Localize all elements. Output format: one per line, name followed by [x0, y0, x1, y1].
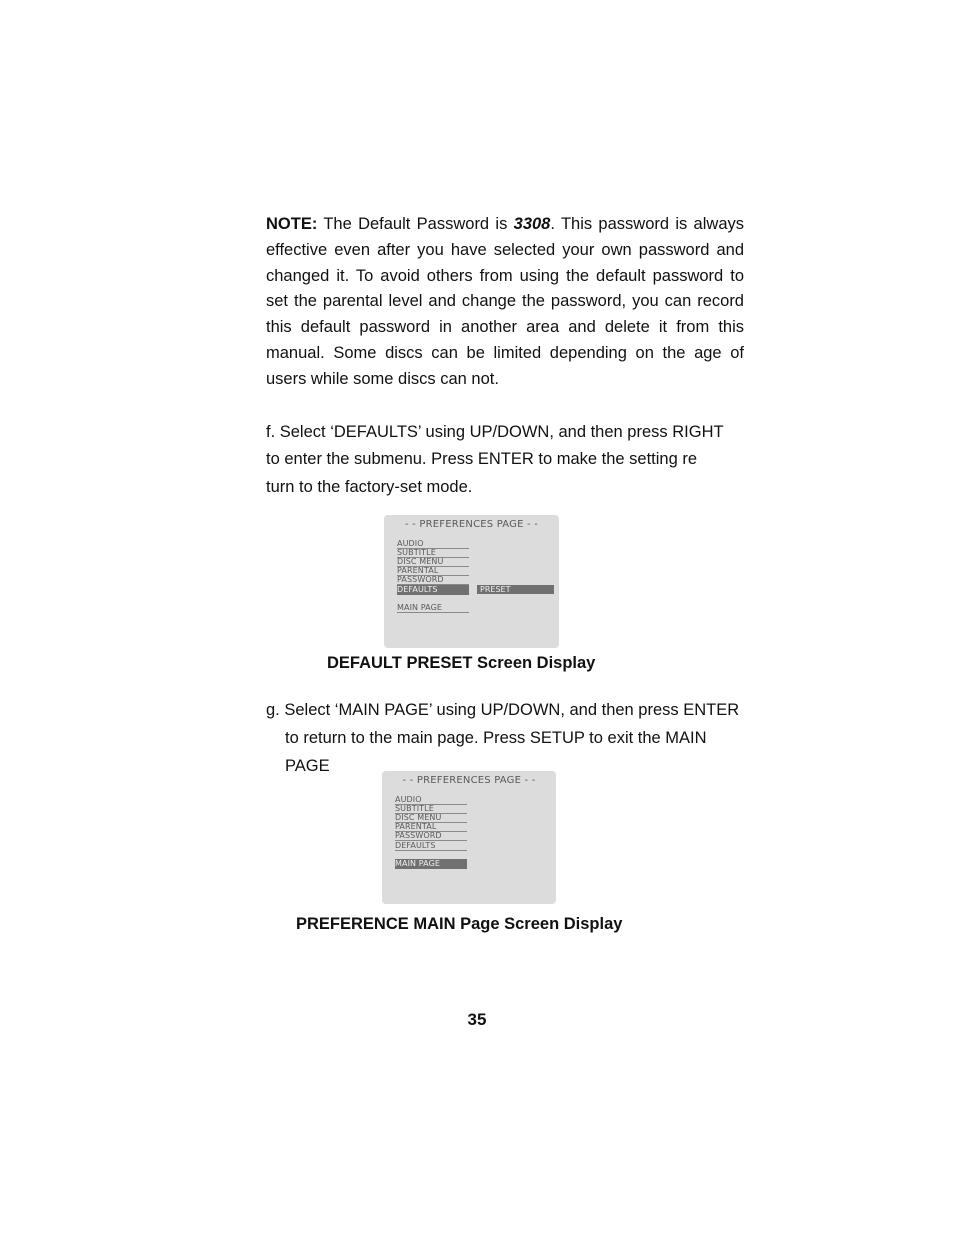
menu-item-disc-menu: DISC MENU	[397, 557, 469, 567]
caption-default-preset: DEFAULT PRESET Screen Display	[327, 654, 596, 672]
menu-item-password: PASSWORD	[397, 575, 469, 585]
menu-item-main-page: MAIN PAGE	[395, 859, 467, 869]
step-f	[266, 423, 744, 503]
preferences-screen-main-page	[382, 771, 556, 904]
step-g	[266, 701, 744, 781]
menu-item-password: PASSWORD	[395, 831, 467, 841]
step-g-line-3: PAGE	[285, 757, 330, 775]
menu-item-subtitle: SUBTITLE	[395, 804, 467, 814]
submenu-preset: PRESET	[477, 585, 554, 594]
note-label: NOTE:	[266, 215, 318, 233]
note-text-before: The Default Password is	[317, 215, 514, 233]
step-f-line-2: to enter the submenu. Press ENTER to make the setting re	[266, 450, 698, 468]
menu-item-disc-menu: DISC MENU	[395, 813, 467, 823]
menu-item-defaults: DEFAULTS	[397, 585, 469, 595]
preferences-screen-defaults	[384, 515, 559, 648]
menu-item-audio: AUDIO	[395, 795, 467, 805]
menu-item-defaults: DEFAULTS	[395, 841, 467, 851]
note-text-after: . This password is always effective even after you have selected your own password and changed it. To avoid others from using the default password to set the parental level and change the password, you can record this default password in another area and delete it from this manual. Some discs can be limited depending on the age of users while some discs can not.	[266, 215, 744, 388]
page-number: 35	[467, 1010, 487, 1029]
caption-preference-main: PREFERENCE MAIN Page Screen Display	[296, 915, 623, 933]
menu-item-audio: AUDIO	[397, 539, 469, 549]
step-g-line-1: g. Select ‘MAIN PAGE’ using UP/DOWN, and then press ENTER	[266, 701, 740, 719]
menu-item-main-page: MAIN PAGE	[397, 603, 469, 613]
step-f-line-3: turn to the factory-set mode.	[266, 478, 473, 496]
menu-item-parental: PARENTAL	[397, 566, 469, 576]
screen-header: - - PREFERENCES PAGE - -	[402, 775, 536, 786]
screen-header: - - PREFERENCES PAGE - -	[404, 519, 538, 530]
step-g-line-2: to return to the main page. Press SETUP to exit the MAIN	[285, 729, 707, 747]
menu-item-subtitle: SUBTITLE	[397, 548, 469, 558]
menu-item-parental: PARENTAL	[395, 822, 467, 832]
note-paragraph	[266, 212, 744, 393]
step-f-line-1: f. Select ‘DEFAULTS’ using UP/DOWN, and then press RIGHT	[266, 423, 724, 441]
default-password: 3308	[513, 215, 551, 233]
